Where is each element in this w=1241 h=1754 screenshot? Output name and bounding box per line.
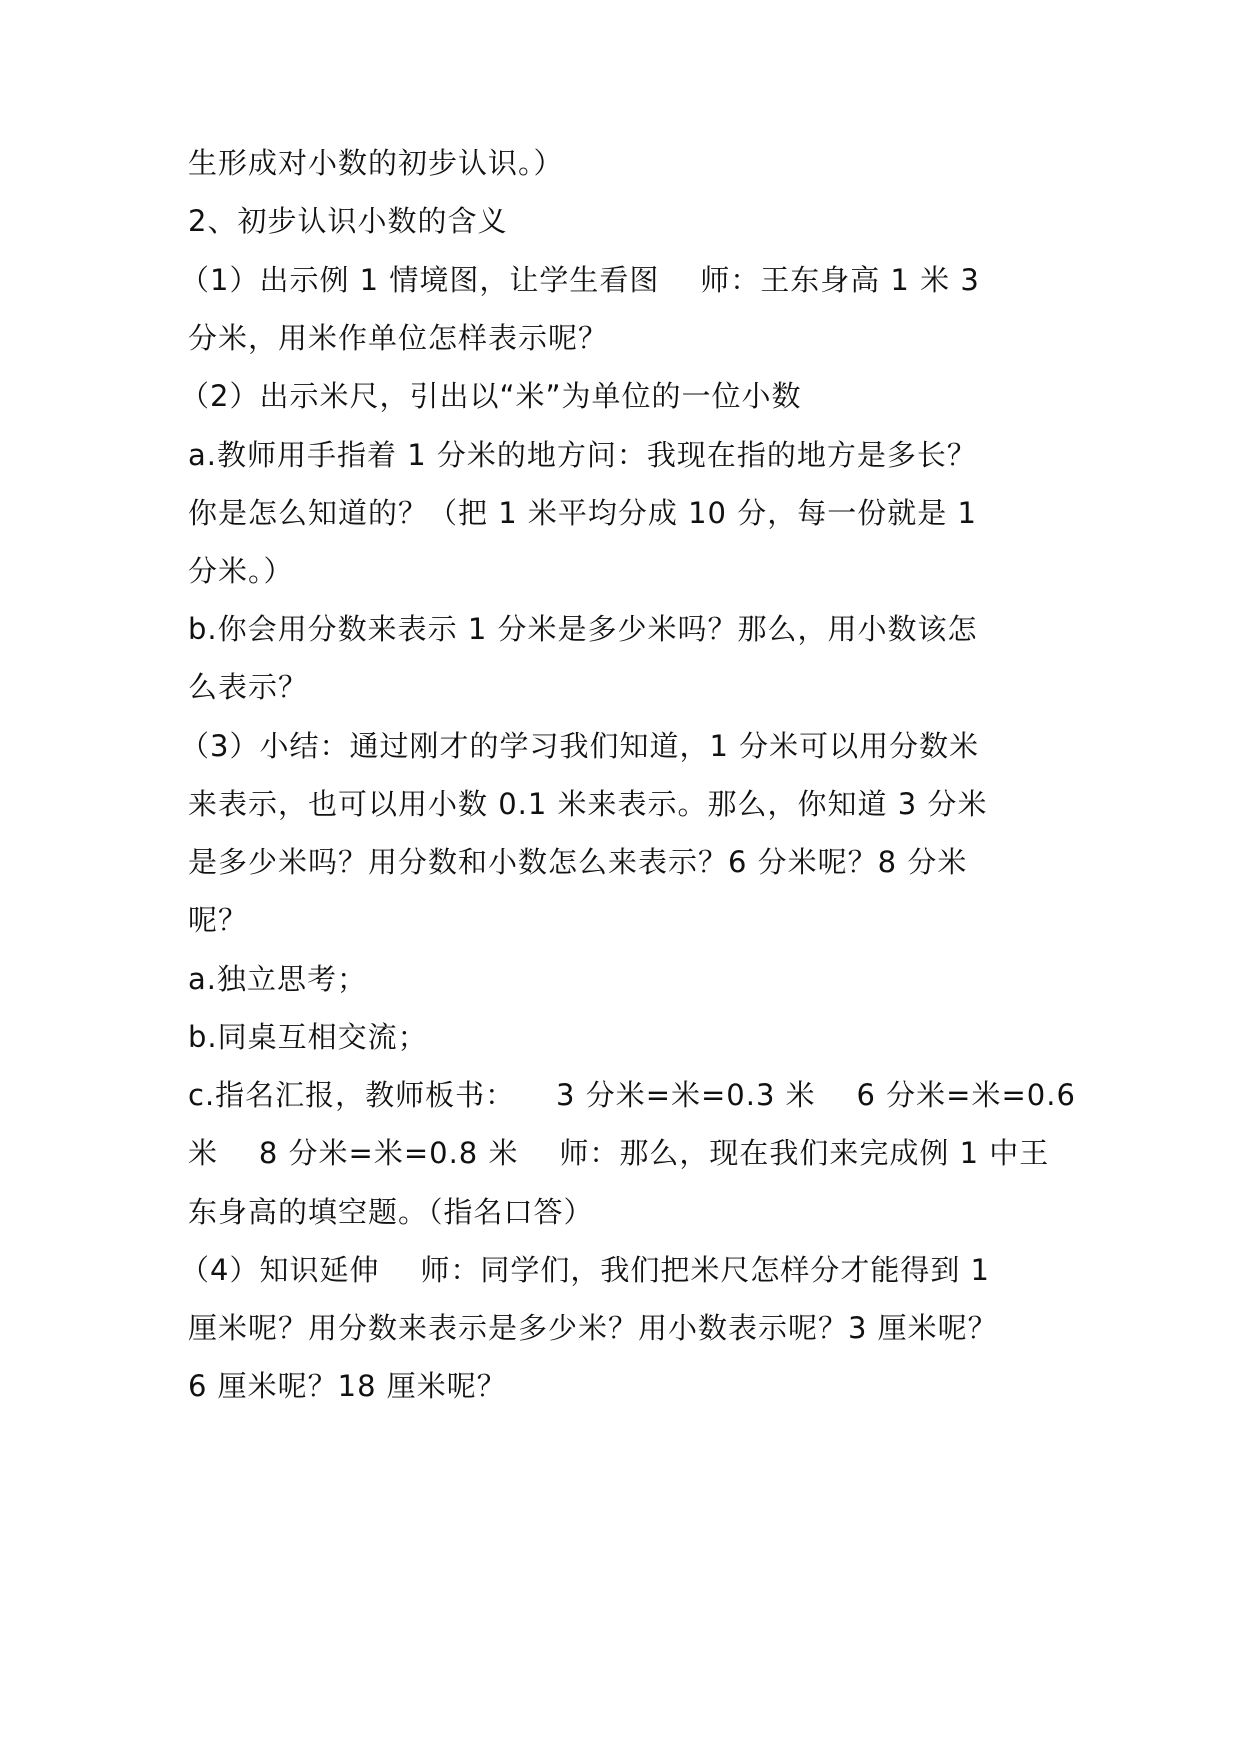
text-line: 么表示？ bbox=[188, 670, 309, 704]
text-line: c.指名汇报，教师板书： 3 分米=米=0.3 米 6 分米=米=0.6 bbox=[188, 1078, 1076, 1112]
section-heading: 2、初步认识小数的含义 bbox=[188, 204, 508, 238]
text-line: b.同桌互相交流； bbox=[188, 1020, 428, 1054]
text-line: 6 厘米呢？18 厘米呢？ bbox=[188, 1369, 507, 1403]
text-line: 呢？ bbox=[188, 903, 249, 937]
text-line: 东身高的填空题。（指名口答） bbox=[188, 1195, 594, 1229]
text-line: （1）出示例 1 情境图，让学生看图 师：王东身高 1 米 3 bbox=[180, 263, 980, 297]
text-line: a.教师用手指着 1 分米的地方问：我现在指的地方是多长？ bbox=[188, 438, 977, 472]
text-line: （2）出示米尺，引出以“米”为单位的一位小数 bbox=[180, 379, 802, 413]
text-line: 来表示，也可以用小数 0.1 米来表示。那么，你知道 3 分米 bbox=[188, 787, 988, 821]
text-line: 生形成对小数的初步认识。） bbox=[188, 146, 564, 180]
text-line: 分米，用米作单位怎样表示呢？ bbox=[188, 321, 609, 355]
text-line: b.你会用分数来表示 1 分米是多少米吗？那么，用小数该怎 bbox=[188, 612, 978, 646]
text-line: a.独立思考； bbox=[188, 962, 367, 996]
text-line: 你是怎么知道的？（把 1 米平均分成 10 分，每一份就是 1 bbox=[188, 496, 977, 530]
text-line: 是多少米吗？用分数和小数怎么来表示？6 分米呢？8 分米 bbox=[188, 845, 968, 879]
text-line: （4）知识延伸 师：同学们，我们把米尺怎样分才能得到 1 bbox=[180, 1253, 990, 1287]
text-line: 厘米呢？用分数来表示是多少米？用小数表示呢？3 厘米呢？ bbox=[188, 1311, 998, 1345]
text-line: （3）小结：通过刚才的学习我们知道，1 分米可以用分数米 bbox=[180, 729, 980, 763]
text-line: 米 8 分米=米=0.8 米 师：那么，现在我们来完成例 1 中王 bbox=[188, 1136, 1050, 1170]
text-line: 分米。） bbox=[188, 554, 294, 588]
